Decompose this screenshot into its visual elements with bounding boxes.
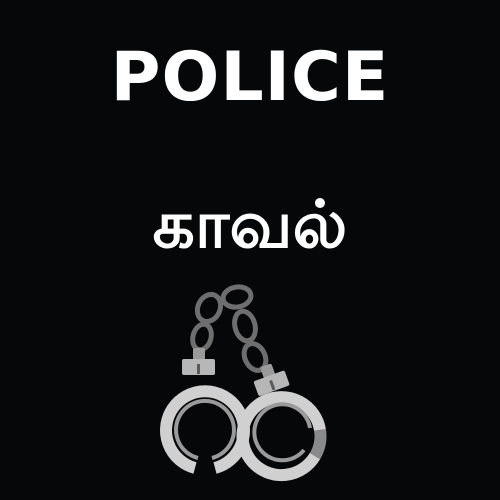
title-english: POLICE <box>110 38 390 117</box>
handcuffs-icon <box>140 282 360 482</box>
title-tamil: காவல் <box>152 186 348 263</box>
